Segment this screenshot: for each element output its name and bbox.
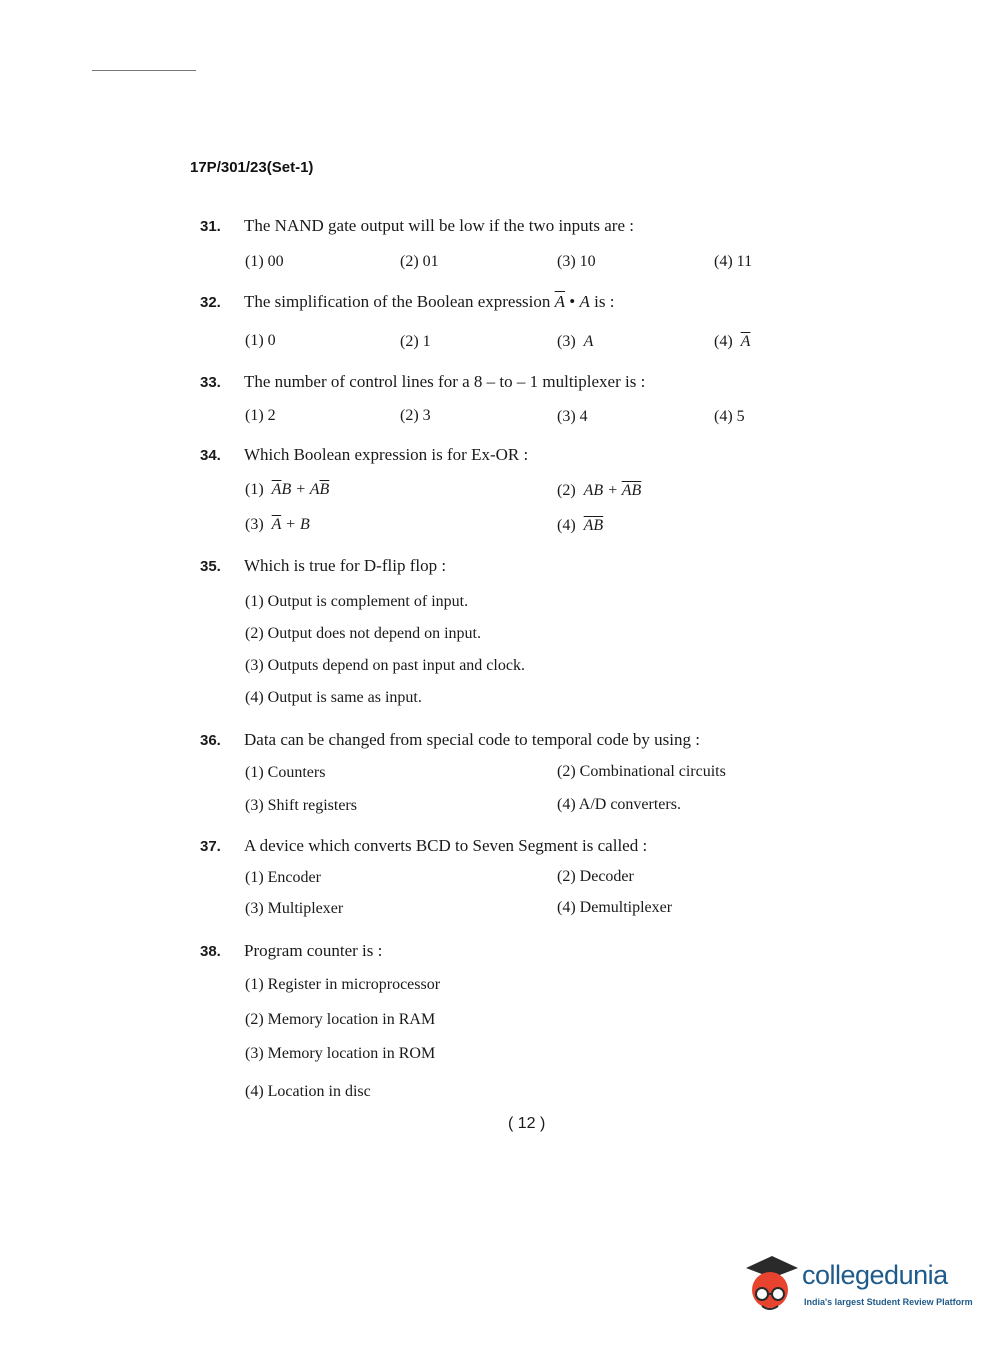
question-text: Program counter is : — [244, 941, 383, 960]
option-2: (2) 3 — [400, 407, 431, 424]
question-36 — [200, 730, 800, 750]
option-3: (3) Outputs depend on past input and clock. — [245, 657, 525, 674]
question-text: Data can be changed from special code to temporal code by using : — [244, 730, 700, 749]
question-number: 31. — [200, 218, 221, 235]
mascot-icon — [742, 1250, 802, 1320]
option-4: (4) $\overline{AB}$ — [557, 517, 604, 534]
option-4: (4) A/D converters. — [557, 796, 681, 813]
question-text: The NAND gate output will be low if the two inputs are : — [244, 216, 634, 235]
question-text: The simplification of the Boolean expression $\overline{A}$ • A is : — [244, 292, 615, 311]
question-33 — [200, 372, 800, 392]
question-number: 33. — [200, 374, 221, 391]
option-4: (4) 11 — [714, 253, 753, 270]
option-3: (3) Multiplexer — [245, 900, 344, 917]
question-32 — [200, 292, 800, 312]
question-38 — [200, 941, 800, 961]
question-number: 35. — [200, 558, 221, 575]
option-2: (2) AB + $\overline{A}\overline{B}$ — [557, 482, 642, 499]
option-2: (2) Output does not depend on input. — [245, 625, 481, 642]
option-1: (1) 2 — [245, 407, 276, 424]
question-number: 36. — [200, 732, 221, 749]
option-2: (2) Decoder — [557, 868, 634, 885]
option-2: (2) Combinational circuits — [557, 763, 726, 780]
page-number: ( 12 ) — [508, 1115, 546, 1132]
top-rule — [92, 70, 196, 71]
option-3: (3) 10 — [557, 253, 596, 270]
option-3: (3) $\overline{A} + B$ — [245, 516, 310, 533]
question-text: The number of control lines for a 8 – to – 1 multiplexer is : — [244, 372, 646, 391]
option-1: (1) Register in microprocessor — [245, 976, 441, 993]
option-2: (2) Memory location in RAM — [245, 1011, 436, 1028]
question-text: A device which converts BCD to Seven Segment is called : — [244, 836, 648, 855]
option-4: (4) Location in disc — [245, 1083, 371, 1100]
option-4: (4) Output is same as input. — [245, 689, 422, 706]
expr-a: A — [579, 292, 590, 311]
question-31 — [200, 216, 800, 236]
expr-a-bar: $\overline{A}$ — [554, 292, 566, 311]
question-number: 37. — [200, 838, 221, 855]
option-2: (2) 01 — [400, 253, 439, 270]
option-3: (3) Memory location in ROM — [245, 1045, 436, 1062]
question-text: Which is true for D-flip flop : — [244, 556, 447, 575]
question-34 — [200, 445, 800, 465]
option-3: (3) A — [557, 333, 594, 350]
brand-tagline: India's largest Student Review Platform — [804, 1297, 973, 1307]
option-1: (1) 0 — [245, 332, 276, 349]
option-3: (3) 4 — [557, 408, 588, 425]
question-number: 38. — [200, 943, 221, 960]
collegedunia-logo — [742, 1250, 972, 1320]
brand-name: collegedunia — [802, 1260, 948, 1290]
question-number: 32. — [200, 294, 221, 311]
paper-code: 17P/301/23(Set-1) — [190, 159, 314, 176]
option-1: (1) 00 — [245, 253, 284, 270]
option-4: (4) 5 — [714, 408, 745, 425]
option-4: (4) Demultiplexer — [557, 899, 673, 916]
option-4: (4) $\overline{A}$ — [714, 333, 751, 350]
question-text: Which Boolean expression is for Ex-OR : — [244, 445, 529, 464]
question-number: 34. — [200, 447, 221, 464]
option-1: (1) $\overline{A}B + A\overline{B}$ — [245, 481, 330, 498]
option-1: (1) Encoder — [245, 869, 321, 886]
option-2: (2) 1 — [400, 333, 431, 350]
expr-op: • — [565, 292, 580, 311]
option-1: (1) Counters — [245, 764, 326, 781]
option-1: (1) Output is complement of input. — [245, 593, 469, 610]
question-37 — [200, 836, 800, 856]
question-35 — [200, 556, 800, 576]
option-3: (3) Shift registers — [245, 797, 357, 814]
